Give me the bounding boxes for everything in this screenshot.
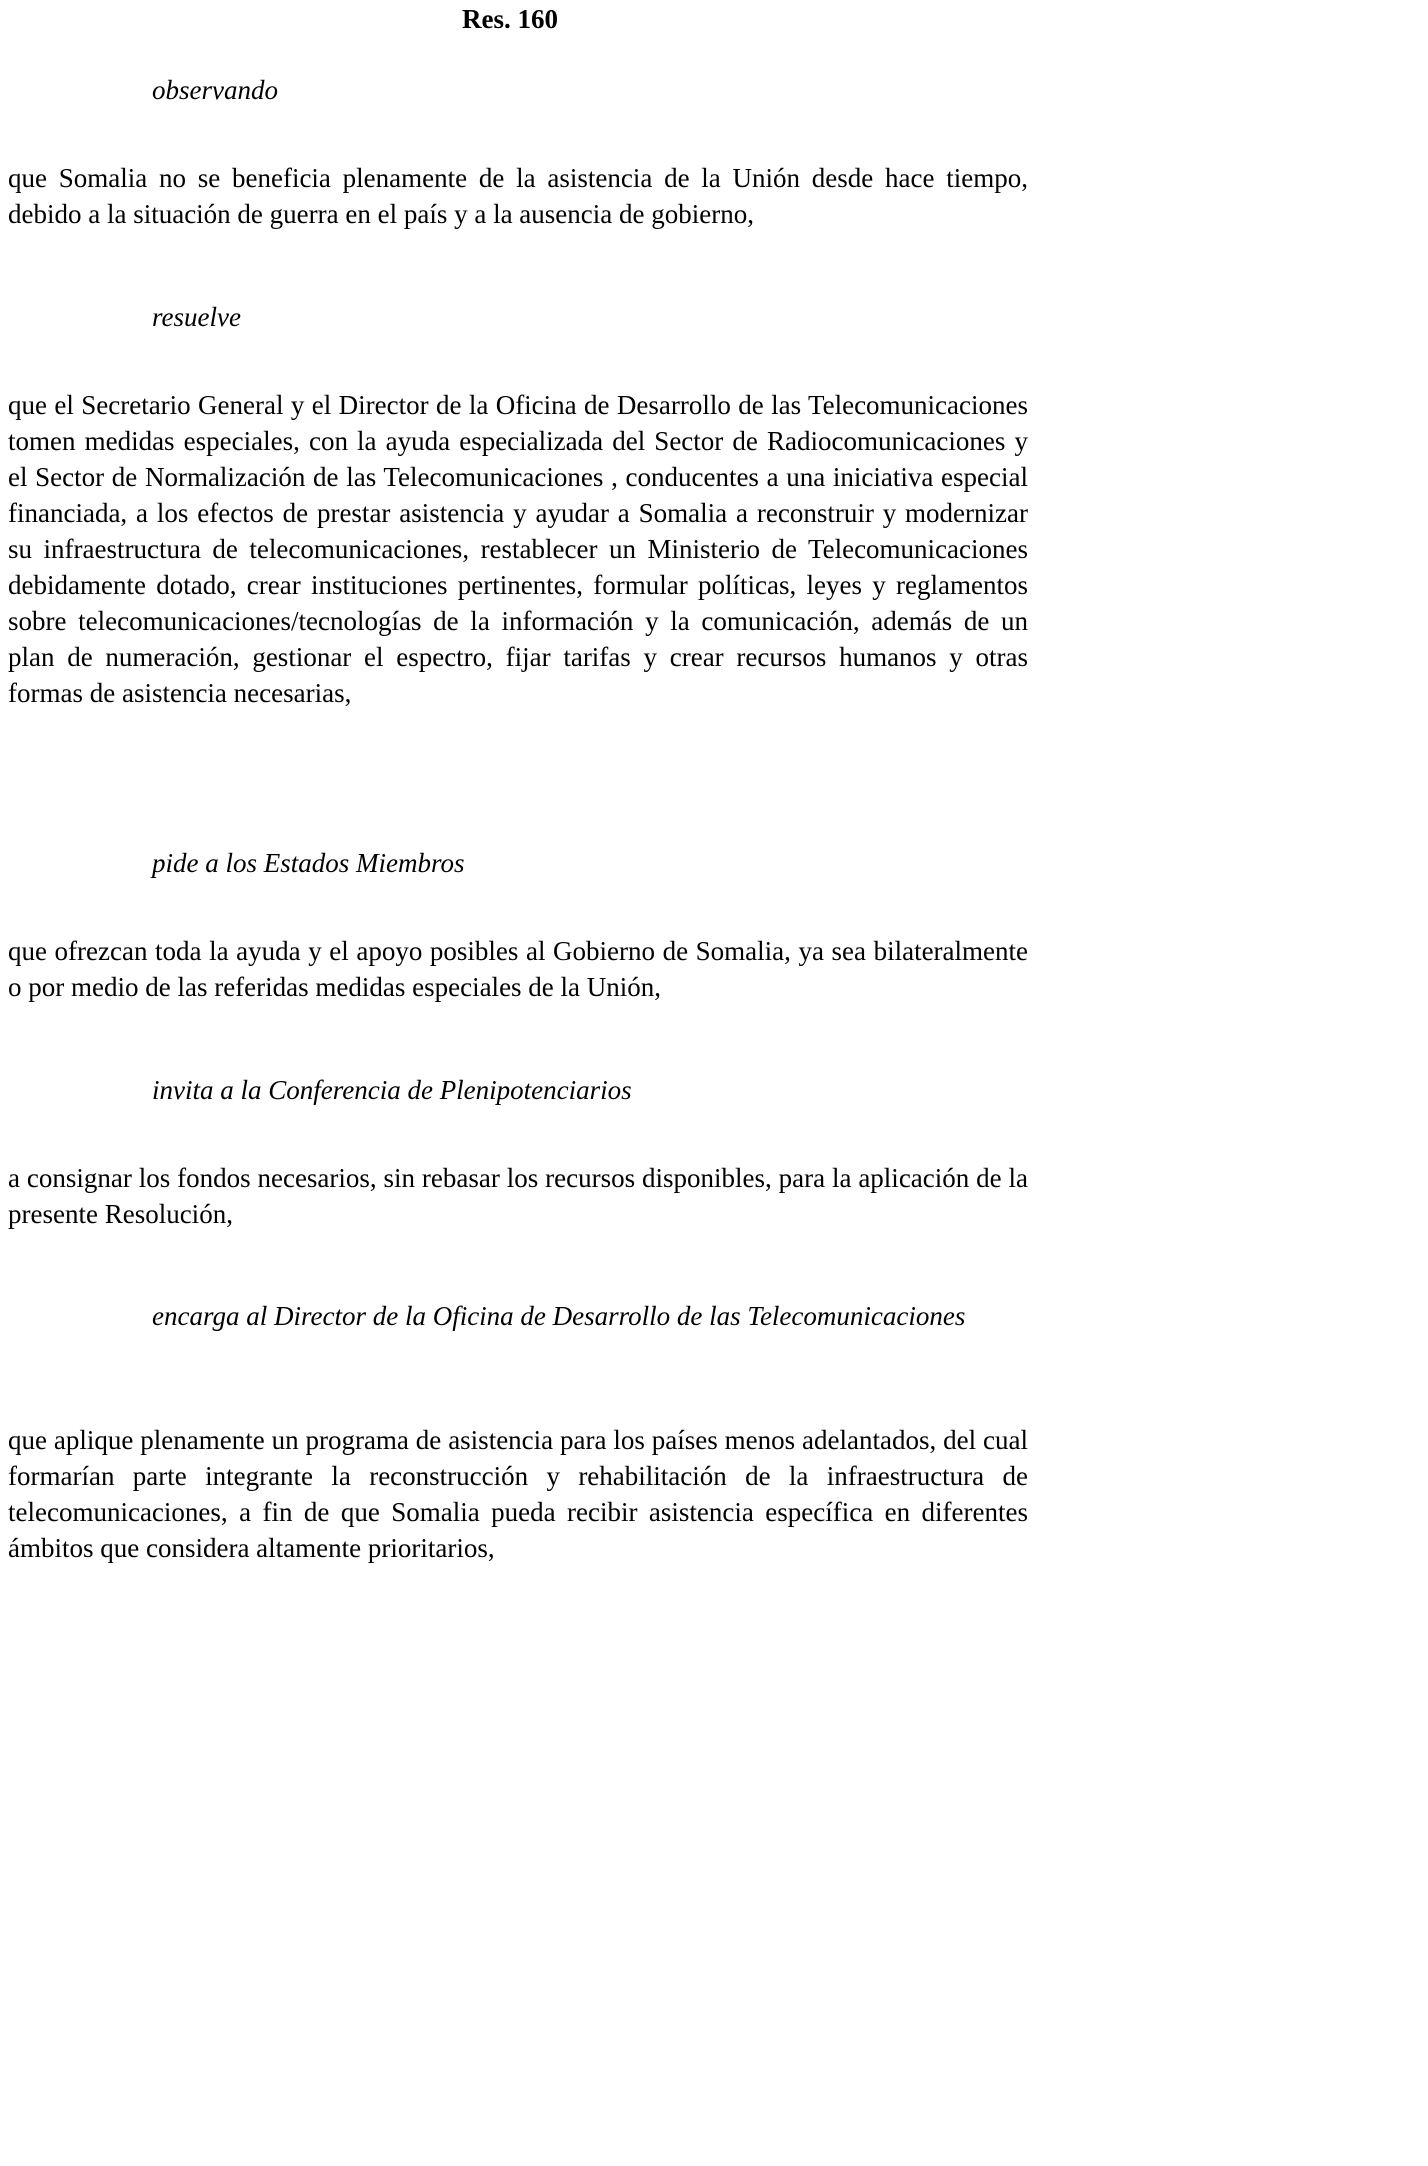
heading-resuelve: resuelve [152, 302, 241, 332]
resolution-number: Res. 160 [462, 4, 558, 34]
heading-invita: invita a la Conferencia de Plenipotenciarios [152, 1075, 632, 1105]
paragraph-observando: que Somalia no se beneficia plenamente de la asistencia de la Unión desde hace tiempo, debido a la situación de guerra en el país y a la ausencia de gobierno, [8, 163, 1028, 229]
paragraph-invita: a consignar los fondos necesarios, sin rebasar los recursos disponibles, para la aplicación de la presente Resolución, [8, 1163, 1028, 1229]
paragraph-pide: que ofrezcan toda la ayuda y el apoyo posibles al Gobierno de Somalia, ya sea bilateralmente o por medio de las referidas medidas especiales de la Unión, [8, 936, 1028, 1002]
heading-encarga: encarga al Director de la Oficina de Desarrollo de las Telecomunicaciones [152, 1301, 966, 1331]
paragraph-encarga: que aplique plenamente un programa de asistencia para los países menos adelantados, del cual formarían parte integrante la reconstrucción y rehabilitación de la infraestructura de telecomunicaciones, a fin de que Somalia pueda recibir asistencia específica en diferentes ámbitos que considera altamente prioritarios, [8, 1425, 1028, 1563]
heading-observando: observando [152, 75, 278, 105]
paragraph-resuelve: que el Secretario General y el Director de la Oficina de Desarrollo de las Telecomunicaciones tomen medidas especiales, con la ayuda especializada del Sector de Radiocomunicaciones y el Sector de Normalización de las Telecomunicaciones , conducentes a una iniciativa especial financiada, a los efectos de prestar asistencia y ayudar a Somalia a reconstruir y modernizar su infraestructura de telecomunicaciones, restablecer un Ministerio de Telecomunicaciones debidamente dotado, crear instituciones pertinentes, formular políticas, leyes y reglamentos sobre telecomunicaciones/tecnologías de la información y la comunicación, además de un plan de numeración, gestionar el espectro, fijar tarifas y crear recursos humanos y otras formas de asistencia necesarias, [8, 390, 1028, 708]
heading-pide: pide a los Estados Miembros [152, 848, 465, 878]
